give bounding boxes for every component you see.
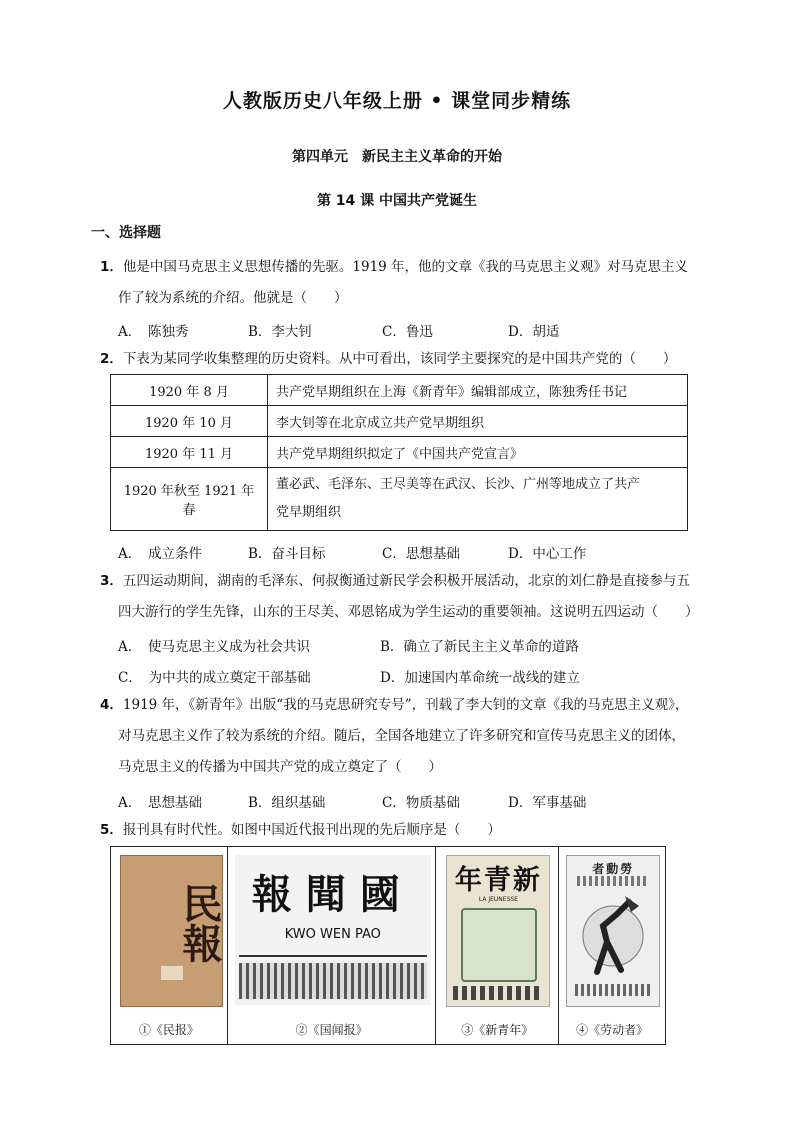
question-1-options xyxy=(118,320,559,340)
table-cell-date: 1920 年 11 月 xyxy=(111,437,268,468)
table-cell-event: 共产党早期组织拟定了《中国共产党宣言》 xyxy=(268,437,688,468)
question-3-options-row2 xyxy=(118,666,580,686)
minbao-title-art: 民報 xyxy=(176,883,223,963)
xinqingnian-title-art: 年青新 xyxy=(454,865,542,896)
option-c[interactable]: C． 为中共的成立奠定干部基础 xyxy=(118,670,311,686)
option-c[interactable]: C．鲁迅 xyxy=(382,324,433,340)
question-4 xyxy=(100,690,710,783)
laodongzhe-worker-illustration xyxy=(577,892,649,978)
xinqingnian-frame xyxy=(461,908,537,982)
event-line: 党早期组织 xyxy=(276,505,342,520)
option-b[interactable]: B．李大钊 xyxy=(248,324,312,340)
table-cell-date: 1920 年 10 月 xyxy=(111,406,268,437)
question-text: 对马克思主义作了较为系统的介绍。随后，全国各地建立了许多研究和宣传马克思主义的团体， xyxy=(118,728,685,744)
newspaper-image-panel xyxy=(110,846,666,1045)
question-text: 1919 年，《新青年》出版“我的马克思研究专号”，刊载了李大钊的文章《我的马克思主义观》， xyxy=(122,697,689,713)
image-caption: ④《劳动者》 xyxy=(576,1023,649,1037)
question-number: 3． xyxy=(100,573,123,589)
question-2-options xyxy=(118,542,586,562)
option-b[interactable]: B．确立了新民主主义革命的道路 xyxy=(380,639,579,655)
image-caption: ③《新青年》 xyxy=(461,1023,534,1037)
table-cell-event: 李大钊等在北京成立共产党早期组织 xyxy=(268,406,688,437)
question-number: 2． xyxy=(100,351,123,367)
table-cell-date: 1920 年 8 月 xyxy=(111,375,268,406)
xinqingnian-cover-image xyxy=(446,855,550,1007)
option-d[interactable]: D．军事基础 xyxy=(508,795,587,811)
guowenbao-text-columns xyxy=(239,963,427,999)
question-5 xyxy=(100,815,710,846)
table-cell-event: 共产党早期组织在上海《新青年》编辑部成立，陈独秀任书记 xyxy=(268,375,688,406)
option-d[interactable]: D．中心工作 xyxy=(508,546,587,562)
question-text: 他是中国马克思主义思想传播的先驱。1919 年，他的文章《我的马克思主义观》对马克思主义 xyxy=(122,259,689,275)
question-number: 1． xyxy=(100,259,123,275)
option-b[interactable]: B．奋斗目标 xyxy=(248,546,326,562)
table-row xyxy=(111,406,688,437)
image-cell-xinqingnian xyxy=(436,847,559,1044)
question-text: 四大游行的学生先锋，山东的王尽美、邓恩铭成为学生运动的重要领袖。这说明五四运动（ ） xyxy=(118,604,699,620)
guowenbao-title-art: 報聞國 xyxy=(251,871,414,918)
question-3-options-row1 xyxy=(118,635,579,655)
lesson-heading: 第 14 课 中国共产党诞生 xyxy=(316,193,478,209)
laodongzhe-title-art: 者動勞 xyxy=(592,862,635,876)
event-line: 董必武、毛泽东、王尽美等在武汉、长沙、广州等地成立了共产 xyxy=(276,477,641,492)
image-cell-minbao xyxy=(111,847,228,1044)
table-cell-date: 1920 年秋至 1921 年春 xyxy=(111,468,268,531)
option-c[interactable]: C．思想基础 xyxy=(382,546,460,562)
option-b[interactable]: B．组织基础 xyxy=(248,795,326,811)
image-caption: ①《民报》 xyxy=(138,1023,199,1037)
question-number: 5． xyxy=(100,822,123,838)
minbao-stamp xyxy=(161,966,183,980)
laodongzhe-subtext xyxy=(577,876,649,886)
option-d[interactable]: D．胡适 xyxy=(508,324,560,340)
question-number: 4． xyxy=(100,697,123,713)
option-a[interactable]: A． 成立条件 xyxy=(118,546,202,562)
section-heading: 一、选择题 xyxy=(91,225,161,241)
option-a[interactable]: A． 陈独秀 xyxy=(118,324,189,340)
question-1 xyxy=(100,252,710,314)
question-text: 作了较为系统的介绍。他就是（ ） xyxy=(118,290,348,306)
option-d[interactable]: D．加速国内革命统一战线的建立 xyxy=(380,670,580,686)
question-text: 报刊具有时代性。如图中国近代报刊出现的先后顺序是（ ） xyxy=(122,822,501,838)
option-a[interactable]: A． 思想基础 xyxy=(118,795,202,811)
laodongzhe-cover-image xyxy=(566,855,660,1007)
option-a[interactable]: A． 使马克思主义成为社会共识 xyxy=(118,639,310,655)
question-text: 五四运动期间，湖南的毛泽东、何叔衡通过新民学会积极开展活动，北京的刘仁静是直接参与五 xyxy=(122,573,690,589)
question-3 xyxy=(100,566,710,628)
page-title: 人教版历史八年级上册 • 课堂同步精练 xyxy=(222,90,572,112)
question-4-options xyxy=(118,791,586,811)
question-2 xyxy=(100,344,710,375)
minbao-cover-image xyxy=(120,855,223,1007)
divider xyxy=(239,955,427,957)
image-cell-guowenbao xyxy=(228,847,437,1044)
image-cell-laodongzhe xyxy=(559,847,665,1044)
guowenbao-masthead-image xyxy=(235,855,431,1005)
question-text: 下表为某同学收集整理的历史资料。从中可看出，该同学主要探究的是中国共产党的（ ） xyxy=(122,351,677,367)
table-cell-event xyxy=(268,468,688,531)
table-row xyxy=(111,437,688,468)
question-text: 马克思主义的传播为中国共产党的成立奠定了（ ） xyxy=(118,759,442,775)
laodongzhe-footer xyxy=(575,984,651,996)
table-row xyxy=(111,468,688,531)
option-c[interactable]: C．物质基础 xyxy=(382,795,460,811)
unit-heading: 第四单元 新民主主义革命的开始 xyxy=(292,149,502,165)
history-table xyxy=(110,374,688,531)
table-row xyxy=(111,375,688,406)
guowenbao-romanization: KWO WEN PAO xyxy=(284,927,381,942)
image-caption: ②《国闻报》 xyxy=(295,1023,368,1037)
xinqingnian-footer xyxy=(453,986,543,1000)
xinqingnian-subtitle: LA JEUNESSE xyxy=(478,896,518,903)
